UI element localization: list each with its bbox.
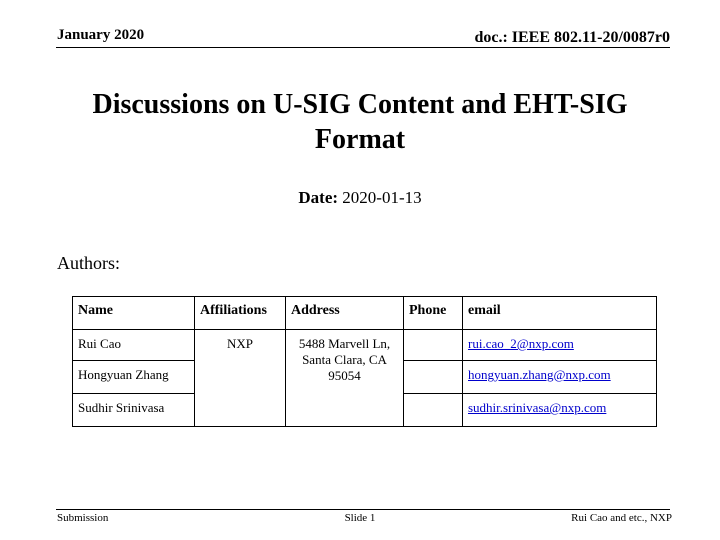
cell-name: Sudhir Srinivasa [73, 394, 195, 427]
footer-submission: Submission [57, 512, 109, 524]
cell-address: 5488 Marvell Ln, Santa Clara, CA 95054 [286, 330, 404, 427]
cell-name: Hongyuan Zhang [73, 361, 195, 394]
cell-phone [404, 330, 463, 361]
cell-email [463, 361, 657, 394]
table-row [73, 330, 657, 361]
header-doc-id: doc.: IEEE 802.11-20/0087r0 [474, 29, 670, 46]
cell-email [463, 330, 657, 361]
footer-divider [56, 509, 670, 510]
col-header-affiliations: Affiliations [195, 297, 286, 330]
date-label: Date: [298, 188, 339, 207]
date-value: 2020-01-13 [342, 188, 422, 207]
authors-table [72, 296, 657, 427]
slide-title: Discussions on U-SIG Content and EHT-SIG Format [92, 89, 628, 155]
cell-name: Rui Cao [73, 330, 195, 361]
header-date: January 2020 [57, 27, 145, 43]
col-header-phone: Phone [404, 297, 463, 330]
email-link[interactable]: sudhir.srinivasa@nxp.com [468, 400, 607, 415]
col-header-address: Address [286, 297, 404, 330]
cell-affiliation: NXP [195, 330, 286, 427]
date-line [0, 188, 720, 208]
email-link[interactable]: hongyuan.zhang@nxp.com [468, 367, 611, 382]
cell-phone [404, 361, 463, 394]
footer-slide-number: Slide 1 [344, 512, 376, 524]
col-header-name: Name [73, 297, 195, 330]
header-divider [56, 47, 670, 48]
cell-email [463, 394, 657, 427]
cell-phone [404, 394, 463, 427]
footer-author: Rui Cao and etc., NXP [571, 512, 672, 524]
authors-label: Authors: [57, 253, 120, 273]
col-header-email: email [463, 297, 657, 330]
email-link[interactable]: rui.cao_2@nxp.com [468, 336, 574, 351]
table-header-row [73, 297, 657, 330]
